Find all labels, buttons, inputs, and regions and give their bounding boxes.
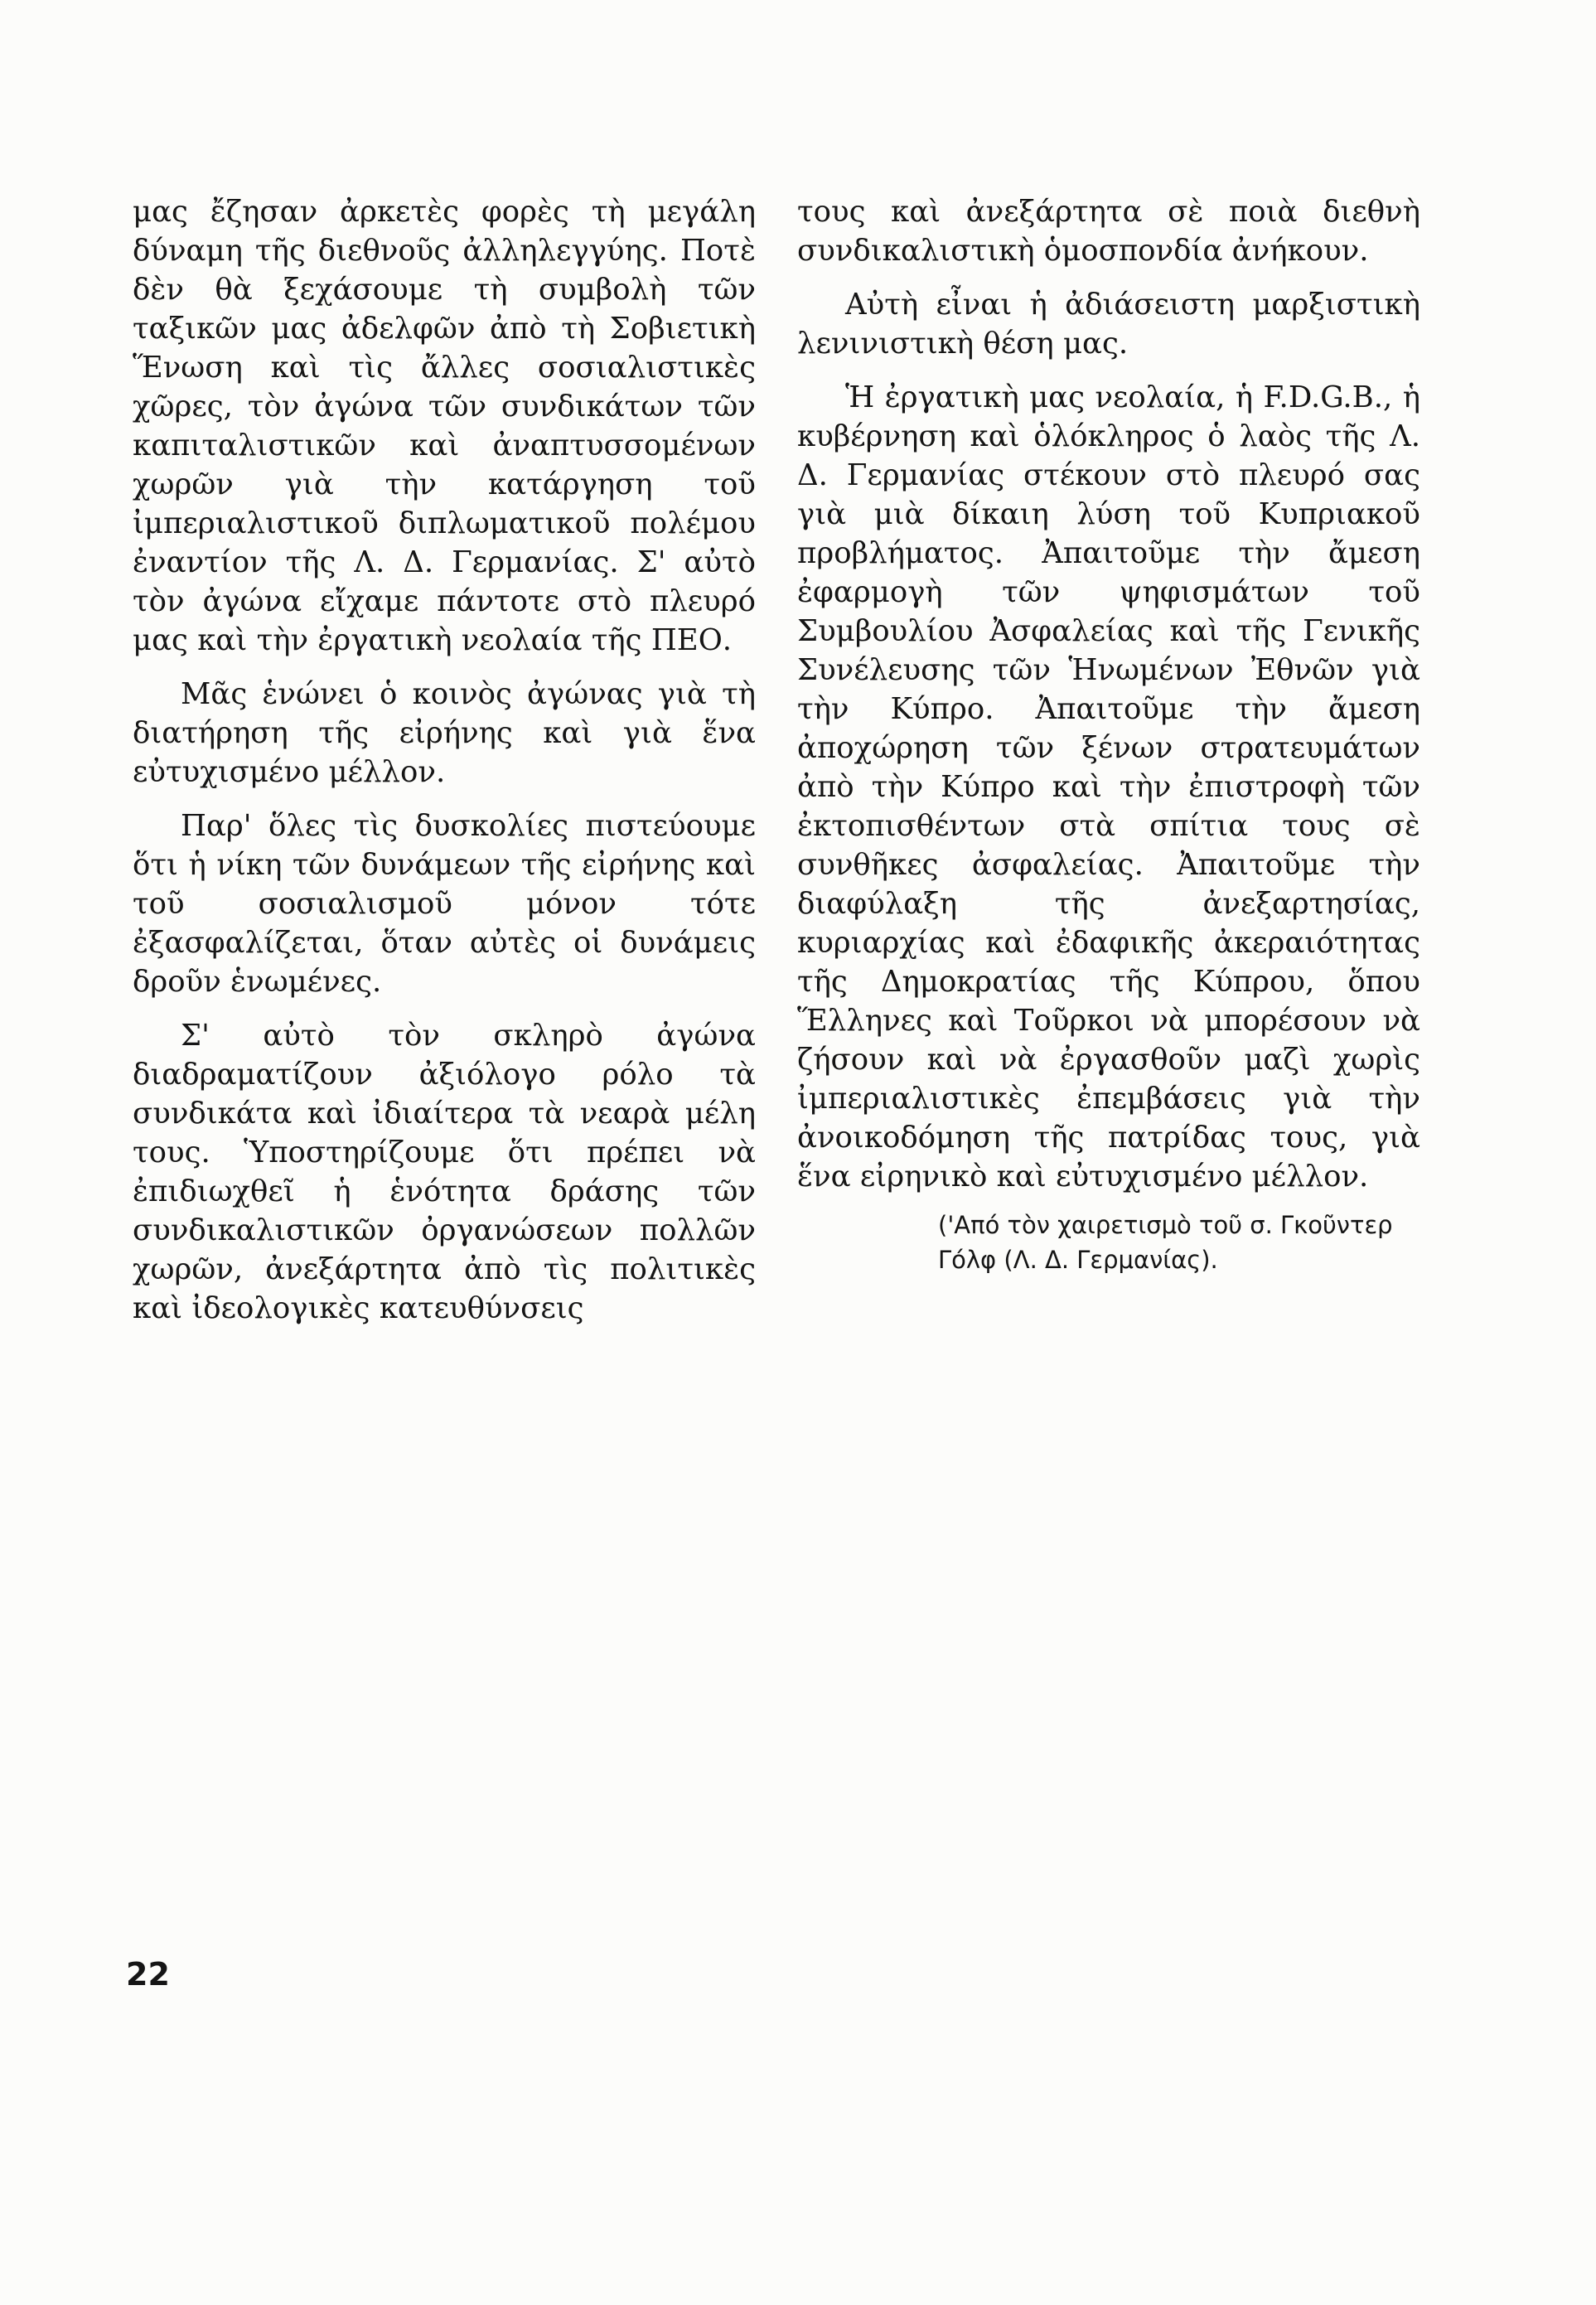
right-column <box>797 192 1420 1277</box>
paragraph: Παρ' ὅλες τὶς δυσκολίες πιστεύουμε ὅτι ἡ νίκη τῶν δυνάμεων τῆς εἰρήνης καὶ τοῦ σοσιαλισμοῦ μόνον τότε ἐξασφαλίζεται, ὅταν αὐτὲς οἱ δυνάμεις δροῦν ἑνωμένες. <box>133 809 756 999</box>
paragraph: Ἡ ἐργατικὴ μας νεολαία, ἡ F.D.G.B., ἡ κυβέρνηση καὶ ὁλόκληρος ὁ λαὸς τῆς Λ. Δ. Γερμανίας στέκουν στὸ πλευρό σας γιὰ μιὰ δίκαιη λύση τοῦ Κυπριακοῦ προβλήματος. Ἀπαιτοῦμε τὴν ἄμεση ἐφαρμογὴ τῶν ψηφισμάτων τοῦ Συμβουλίου Ἀσφαλείας καὶ τῆς Γενικῆς Συνέλευσης τῶν Ἡνωμένων Ἐθνῶν γιὰ τὴν Κύπρο. Ἀπαιτοῦμε τὴν ἄμεση ἀποχώρηση τῶν ξένων στρατευμάτων ἀπὸ τὴν Κύπρο καὶ τὴν ἐπιστροφὴ τῶν ἐκτοπισθέντων στὰ σπίτια τους σὲ συνθῆκες ἀσφαλείας. Ἀπαιτοῦμε τὴν διαφύλαξη τῆς ἀνεξαρτησίας, κυριαρχίας καὶ ἐδαφικῆς ἀκεραιότητας τῆς Δημοκρατίας τῆς Κύπρου, ὅπου Ἕλληνες καὶ Τοῦρκοι νὰ μπορέσουν νὰ ζήσουν καὶ νὰ ἐργασθοῦν μαζὶ χωρὶς ἰμπεριαλιστικὲς ἐπεμβάσεις γιὰ τὴν ἀνοικοδόμηση τῆς πατρίδας τους, γιὰ ἕνα εἰρηνικὸ καὶ εὐτυχισμένο μέλλον. <box>797 380 1420 1194</box>
paragraph: Μᾶς ἑνώνει ὁ κοινὸς ἀγώνας γιὰ τὴ διατήρηση τῆς εἰρήνης καὶ γιὰ ἕνα εὐτυχισμένο μέλλον. <box>133 677 756 789</box>
paragraph: Σ' αὐτὸ τὸν σκληρὸ ἀγώνα διαδραματίζουν ἀξιόλογο ρόλο τὰ συνδικάτα καὶ ἰδιαίτερα τὰ νεαρὰ μέλη τους. Ὑποστηρίζουμε ὅτι πρέπει νὰ ἐπιδιωχθεῖ ἡ ἑνότητα δράσης τῶν συνδικαλιστικῶν ὀργανώσεων πολλῶν χωρῶν, ἀνεξάρτητα ἀπὸ τὶς πολιτικὲς καὶ ἰδεολογικὲς κατευθύνσεις <box>133 1019 756 1325</box>
paragraph: Αὐτὴ εἶναι ἡ ἀδιάσειστη μαρξιστικὴ λενινιστικὴ θέση μας. <box>797 288 1420 361</box>
page-number: 22 <box>126 1956 170 1993</box>
left-column <box>133 192 756 1328</box>
paragraph: μας ἔζησαν ἀρκετὲς φορὲς τὴ μεγάλη δύναμη τῆς διεθνοῦς ἀλληλεγγύης. Ποτὲ δὲν θὰ ξεχάσουμε τὴ συμβολὴ τῶν ταξικῶν μας ἀδελφῶν ἀπὸ τὴ Σοβιετικὴ Ἕνωση καὶ τὶς ἄλλες σοσιαλιστικὲς χῶρες, τὸν ἀγώνα τῶν συνδικάτων τῶν καπιταλιστικῶν καὶ ἀναπτυσσομένων χωρῶν γιὰ τὴν κατάργηση τοῦ ἰμπεριαλιστικοῦ διπλωματικοῦ πολέμου ἐναντίον τῆς Λ. Δ. Γερμανίας. Σ' αὐτὸ τὸν ἀγώνα εἴχαμε πάντοτε στὸ πλευρό μας καὶ τὴν ἐργατικὴ νεολαία τῆς ΠΕΟ. <box>133 195 756 657</box>
paragraph: τους καὶ ἀνεξάρτητα σὲ ποιὰ διεθνὴ συνδικαλιστικὴ ὁμοσπονδία ἀνήκουν. <box>797 195 1420 268</box>
attribution: ('Από τὸν χαιρετισμὸ τοῦ σ. Γκοῦντερ Γόλφ (Λ. Δ. Γερμανίας). <box>938 1211 1393 1274</box>
